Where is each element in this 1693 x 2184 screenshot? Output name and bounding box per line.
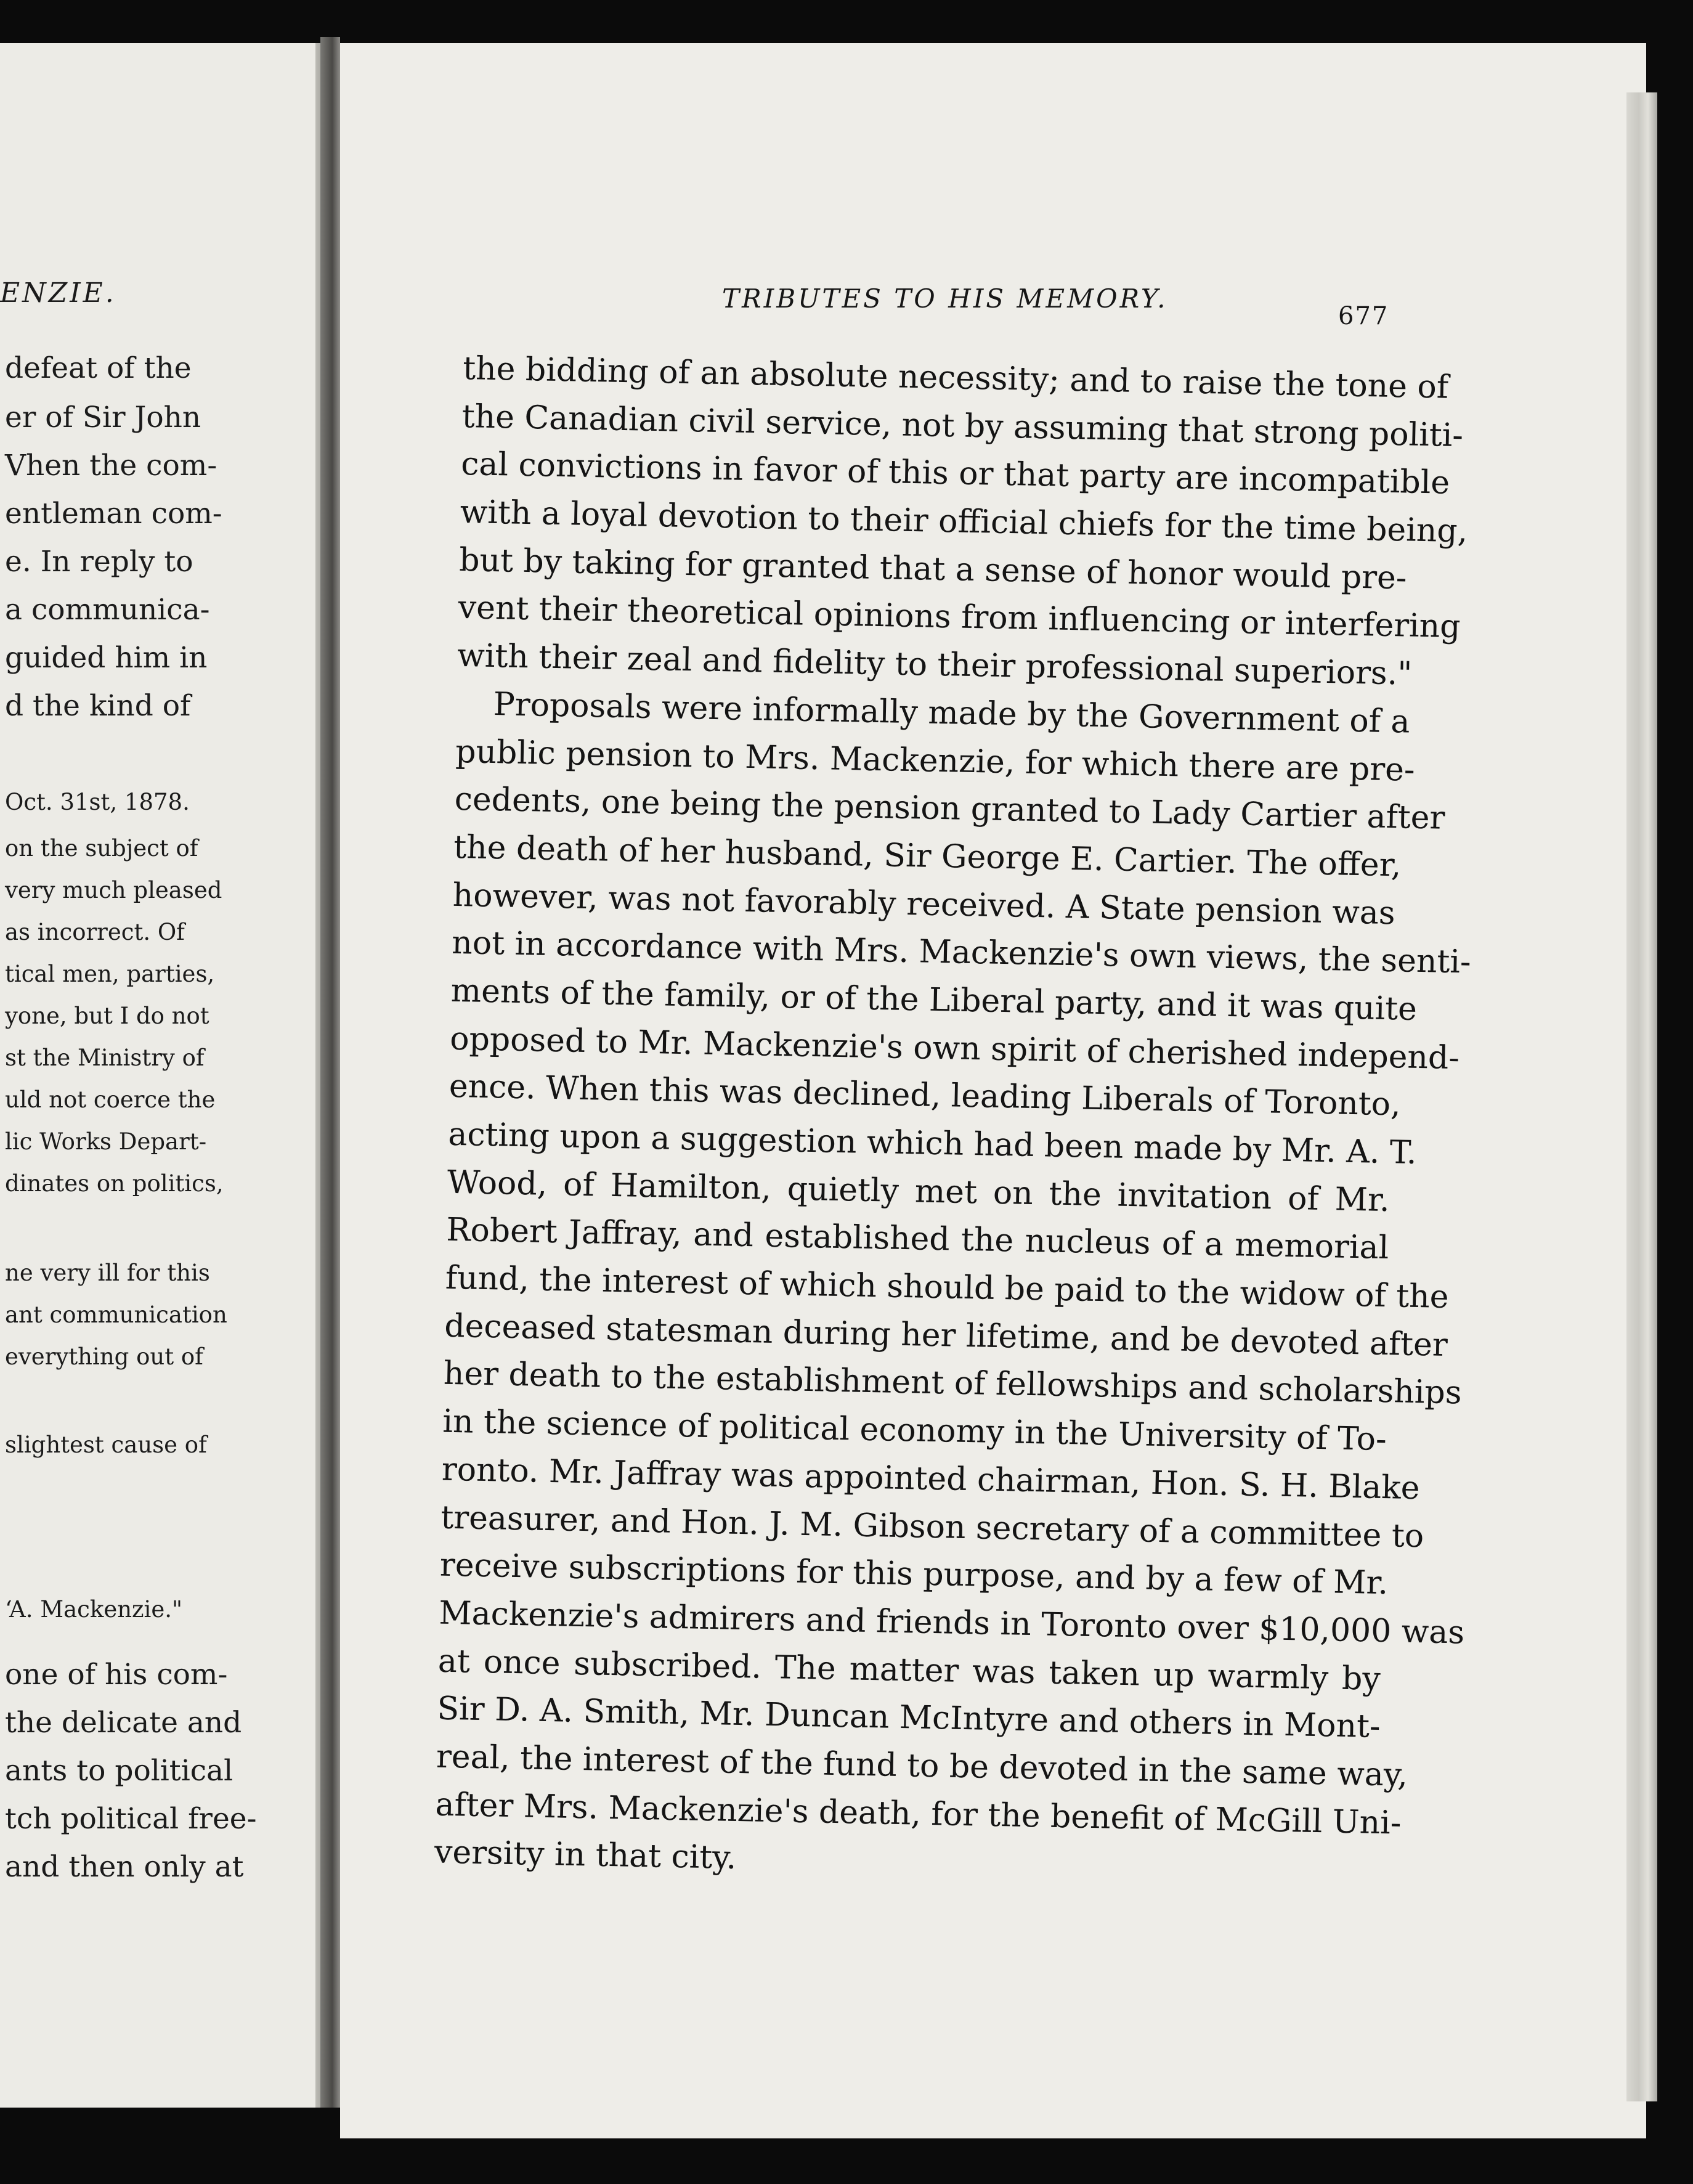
text-line: receive subscriptions for this purpose, and by a few of Mr. xyxy=(439,1546,1389,1602)
text-line: with a loyal devotion to their official chiefs for the time being, xyxy=(460,494,1468,550)
page-number: 677 xyxy=(1338,302,1389,330)
left-line: guided him in xyxy=(5,641,208,675)
left-line: defeat of the xyxy=(5,351,192,385)
left-line: ‘A. Mackenzie." xyxy=(5,1596,183,1623)
text-line: ments of the family, or of the Liberal party, and it was quite xyxy=(450,972,1418,1028)
text-line: Sir D. A. Smith, Mr. Duncan McIntyre and others in Mont- xyxy=(436,1690,1381,1746)
text-line: at once subscribed. The matter was taken up warmly by xyxy=(437,1642,1381,1698)
text-line: after Mrs. Mackenzie's death, for the benefit of McGill Uni- xyxy=(434,1786,1402,1842)
text-line: ronto. Mr. Jaffray was appointed chairman, Hon. S. H. Blake xyxy=(441,1451,1421,1507)
text-line: public pension to Mrs. Mackenzie, for which there are pre- xyxy=(455,733,1416,789)
text-line: cedents, one being the pension granted to Lady Cartier after xyxy=(454,781,1445,837)
text-line: the death of her husband, Sir George E. Cartier. The offer, xyxy=(453,828,1402,884)
left-line: a communica- xyxy=(5,593,210,627)
text-line: ence. When this was declined, leading Liberals of Toronto, xyxy=(449,1068,1402,1123)
left-page xyxy=(0,43,315,2108)
left-line: uld not coerce the xyxy=(5,1086,216,1113)
left-line: dinates on politics, xyxy=(5,1170,224,1197)
text-line: vent their theoretical opinions from influencing or interfering xyxy=(458,589,1461,646)
left-line: one of his com- xyxy=(5,1658,228,1692)
text-line: Mackenzie's admirers and friends in Toronto over $10,000 was xyxy=(438,1594,1465,1652)
left-line: lic Works Depart- xyxy=(5,1128,207,1155)
text-line: acting upon a suggestion which had been made by Mr. A. T. xyxy=(447,1115,1418,1171)
left-line: e. In reply to xyxy=(5,545,193,579)
left-line: er of Sir John xyxy=(5,401,201,434)
left-line: on the subject of xyxy=(5,835,198,862)
left-line: st the Ministry of xyxy=(5,1045,205,1071)
left-line: entleman com- xyxy=(5,497,222,531)
text-line: deceased statesman during her lifetime, and be devoted after xyxy=(444,1307,1448,1364)
left-line: as incorrect. Of xyxy=(5,919,185,945)
text-line: cal convictions in favor of this or that party are incompatible xyxy=(460,446,1450,502)
left-line: ne very ill for this xyxy=(5,1260,210,1286)
text-line: real, the interest of the fund to be devoted in the same way, xyxy=(436,1738,1408,1794)
left-line: slightest cause of xyxy=(5,1432,207,1458)
left-line: yone, but I do not xyxy=(5,1003,209,1029)
text-line: in the science of political economy in the University of To- xyxy=(442,1403,1387,1459)
text-line: Robert Jaffray, and established the nucleus of a memorial xyxy=(445,1212,1389,1267)
text-line: but by taking for granted that a sense of honor would pre- xyxy=(458,541,1408,597)
page-edge xyxy=(1626,92,1657,2101)
left-running-head: ENZIE. xyxy=(0,277,116,309)
text-line: Proposals were informally made by the Government of a xyxy=(493,685,1411,741)
left-line: tch political free- xyxy=(5,1802,257,1836)
text-line: versity in that city. xyxy=(434,1833,737,1877)
text-line: fund, the interest of which should be paid to the widow of the xyxy=(445,1259,1450,1316)
right-page xyxy=(340,43,1646,2138)
left-line: very much pleased xyxy=(5,877,222,903)
text-line: her death to the establishment of fellowships and scholarships xyxy=(443,1355,1463,1412)
text-line: however, was not favorably received. A State pension was xyxy=(452,876,1396,932)
left-line: the delicate and xyxy=(5,1706,242,1740)
left-line: and then only at xyxy=(5,1850,244,1884)
text-line: treasurer, and Hon. J. M. Gibson secretary of a committee to xyxy=(440,1499,1424,1555)
body-text xyxy=(434,345,1472,1895)
book-gutter xyxy=(320,37,340,2108)
left-line: Oct. 31st, 1878. xyxy=(5,789,190,815)
text-line: Wood, of Hamilton, quietly met on the invitation of Mr. xyxy=(447,1163,1391,1219)
text-line: with their zeal and fidelity to their professional superiors." xyxy=(457,637,1413,693)
left-line: ant communication xyxy=(5,1302,227,1328)
left-line: Vhen the com- xyxy=(5,449,217,483)
left-line: d the kind of xyxy=(5,689,191,723)
text-line: not in accordance with Mrs. Mackenzie's own views, the senti- xyxy=(451,924,1472,981)
left-line: everything out of xyxy=(5,1343,203,1370)
left-line: tical men, parties, xyxy=(5,961,215,987)
text-line: opposed to Mr. Mackenzie's own spirit of cherished independ- xyxy=(449,1020,1460,1077)
left-line: ants to political xyxy=(5,1754,233,1788)
running-head: TRIBUTES TO HIS MEMORY. xyxy=(722,283,1168,314)
text-line: the bidding of an absolute necessity; and to raise the tone of xyxy=(462,349,1449,406)
text-line: the Canadian civil service, not by assuming that strong politi- xyxy=(461,397,1464,454)
